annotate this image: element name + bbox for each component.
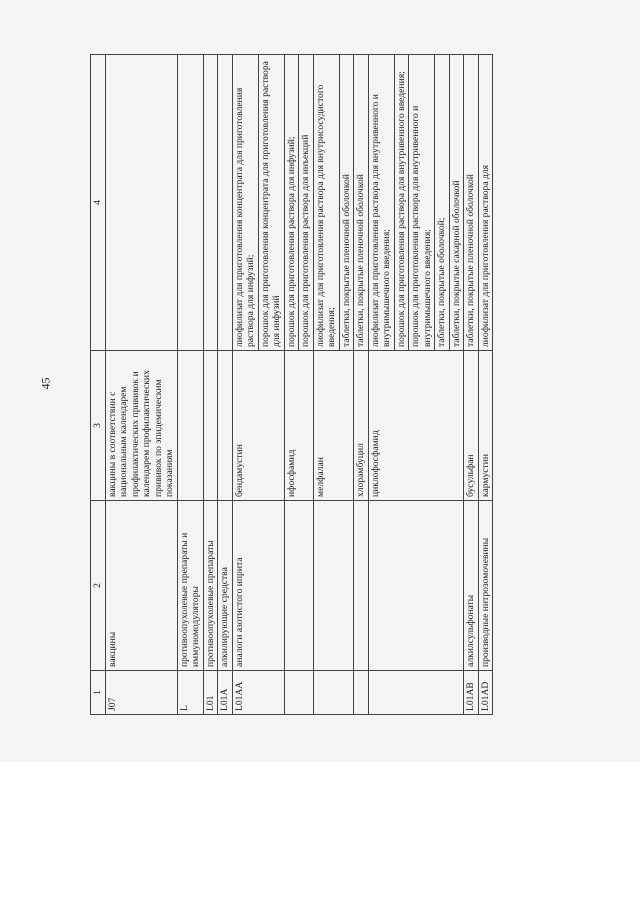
dosage-form-cell: порошок для приготовления раствора для внутривенного и внутримышечного введения; xyxy=(409,55,435,351)
drug-cell: мелфалан xyxy=(313,351,354,501)
dosage-form-cell xyxy=(105,55,177,351)
drug-cell xyxy=(177,351,203,501)
header-cell: 1 xyxy=(91,671,106,715)
dosage-form-cell xyxy=(203,55,218,351)
dosage-form-cell: порошок для приготовления раствора для инфузий; xyxy=(284,55,299,351)
dosage-form-cell: порошок для приготовления раствора для инъекций xyxy=(299,55,314,351)
group-cell xyxy=(354,501,369,671)
header-cell: 2 xyxy=(91,501,106,671)
dosage-form-cell: таблетки, покрытые сахарной оболочкой xyxy=(449,55,464,351)
group-cell: противоопухолевые препараты и иммуномодуляторы xyxy=(177,501,203,671)
page-number: 45 xyxy=(38,377,53,390)
drug-cell: циклофосфамид xyxy=(368,351,464,501)
drug-cell xyxy=(218,351,233,501)
code-cell: J07 xyxy=(105,671,177,715)
code-cell: L01AD xyxy=(478,671,493,715)
code-cell: L01 xyxy=(203,671,218,715)
group-cell: аналоги азотистого иприта xyxy=(232,501,284,671)
header-cell: 4 xyxy=(91,55,106,351)
table-row xyxy=(177,55,203,715)
table-row xyxy=(218,55,233,715)
code-cell xyxy=(368,671,464,715)
group-cell: производные нитрозомочевины xyxy=(478,501,493,671)
table-row xyxy=(313,55,339,715)
group-cell xyxy=(313,501,354,671)
code-cell: L01A xyxy=(218,671,233,715)
code-cell: L01AA xyxy=(232,671,284,715)
dosage-form-cell: лиофилизат для приготовления раствора для внутрисосудистого введения; xyxy=(313,55,339,351)
dosage-form-cell: лиофилизат для приготовления раствора для xyxy=(478,55,493,351)
group-cell: алкилсульфонаты xyxy=(464,501,479,671)
dosage-form-cell: порошок для приготовления концентрата для приготовления раствора для инфузий xyxy=(258,55,284,351)
table-row xyxy=(464,55,479,715)
code-cell xyxy=(354,671,369,715)
drug-cell xyxy=(203,351,218,501)
table-row xyxy=(478,55,493,715)
group-cell: алкилирующие средства xyxy=(218,501,233,671)
dosage-form-cell: лиофилизат для приготовления раствора для внутривенного и внутримышечного введения; xyxy=(368,55,394,351)
header-cell: 3 xyxy=(91,351,106,501)
drug-cell: хлорамбуцил xyxy=(354,351,369,501)
table-row xyxy=(203,55,218,715)
drug-cell: ифосфамид xyxy=(284,351,313,501)
table-row xyxy=(232,55,258,715)
group-cell xyxy=(284,501,313,671)
dosage-form-cell: порошок для приготовления раствора для внутривенного введения; xyxy=(394,55,409,351)
dosage-form-cell xyxy=(177,55,203,351)
code-cell: L xyxy=(177,671,203,715)
drug-cell: бендамустин xyxy=(232,351,284,501)
code-cell xyxy=(313,671,354,715)
dosage-form-cell: таблетки, покрытые оболочкой; xyxy=(435,55,450,351)
dosage-form-cell: таблетки, покрытые пленочной оболочкой xyxy=(464,55,479,351)
drug-cell: вакцины в соответствии с национальным календарем профилактических прививок и календарем профилактических прививок по эпидемическим показаниям xyxy=(105,351,177,501)
dosage-form-cell: лиофилизат для приготовления концентрата для приготовления раствора для инфузий; xyxy=(232,55,258,351)
drug-table xyxy=(90,54,493,715)
dosage-form-cell: таблетки, покрытые пленочной оболочкой xyxy=(339,55,354,351)
drug-cell: бусульфан xyxy=(464,351,479,501)
drug-cell: кармустин xyxy=(478,351,493,501)
table-row xyxy=(354,55,369,715)
dosage-form-cell xyxy=(218,55,233,351)
page-margin xyxy=(0,762,640,905)
code-cell: L01AB xyxy=(464,671,479,715)
group-cell xyxy=(368,501,464,671)
table-row xyxy=(105,55,177,715)
drug-table-body xyxy=(91,55,493,715)
code-cell xyxy=(284,671,313,715)
table-row xyxy=(284,55,299,715)
rotated-table-wrapper xyxy=(90,55,585,715)
group-cell: противоопухолевые препараты xyxy=(203,501,218,671)
dosage-form-cell: таблетки, покрытые пленочной оболочкой xyxy=(354,55,369,351)
group-cell: вакцины xyxy=(105,501,177,671)
table-row xyxy=(368,55,394,715)
table-header-row xyxy=(91,55,106,715)
